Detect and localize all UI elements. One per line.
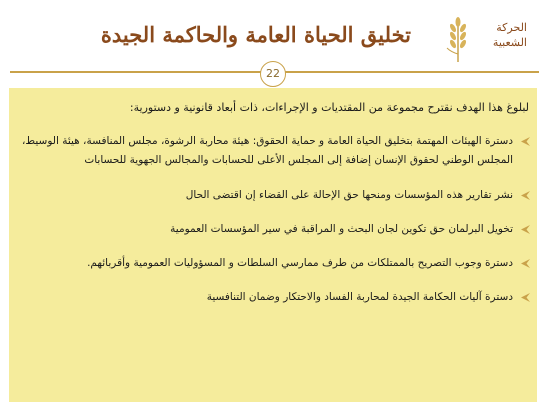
- logo-line-2: الشعبية: [492, 36, 527, 49]
- arrow-bullet-icon: [520, 136, 531, 147]
- arrow-bullet-icon: [520, 292, 531, 303]
- logo-line-1: الحركة: [496, 21, 527, 34]
- bullet-list: [15, 132, 533, 322]
- list-item-text: نشر تقارير هذه المؤسسات ومنحها حق الإحالة على القضاء إن اقتضى الحال: [185, 189, 513, 201]
- list-item: [15, 288, 533, 307]
- page-number: 22: [260, 61, 286, 87]
- list-item: [15, 254, 533, 273]
- slide-title: تخليق الحياة العامة والحاكمة الجيدة: [100, 22, 411, 47]
- arrow-bullet-icon: [520, 224, 531, 235]
- list-item-text: دسترة آليات الحكامة الجيدة لمحاربة الفساد والاحتكار وضمان التنافسية: [206, 291, 513, 303]
- arrow-bullet-icon: [520, 258, 531, 269]
- list-item-text: دسترة وجوب التصريح بالممتلكات من طرف ممارسي السلطات و المسؤوليات العمومية وأقربائهم.: [87, 257, 513, 269]
- logo: [435, 14, 527, 66]
- list-item: [15, 186, 533, 205]
- wheat-icon: [443, 14, 473, 64]
- content-panel: [9, 88, 537, 402]
- list-item-text: تخويل البرلمان حق تكوين لجان البحث و المراقبة في سير المؤسسات العمومية: [170, 223, 513, 235]
- intro-text: لبلوغ هذا الهدف نقترح مجموعة من المقتديات و الإجراءات، ذات أبعاد قانونية و دستورية:: [129, 101, 529, 114]
- list-item-text: دسترة الهيئات المهتمة بتخليق الحياة العامة و حماية الحقوق: هيئة محاربة الرشوة، مجلس المنافسة، هيئة الوسيط، المجلس الوطني لحقوق الإنسان إضافة إلى المجلس الأعلى للحسابات والمجالس الجهوية للحسابات: [22, 135, 513, 166]
- arrow-bullet-icon: [520, 190, 531, 201]
- list-item: [15, 220, 533, 239]
- list-item: [15, 132, 533, 170]
- logo-text: [471, 20, 527, 50]
